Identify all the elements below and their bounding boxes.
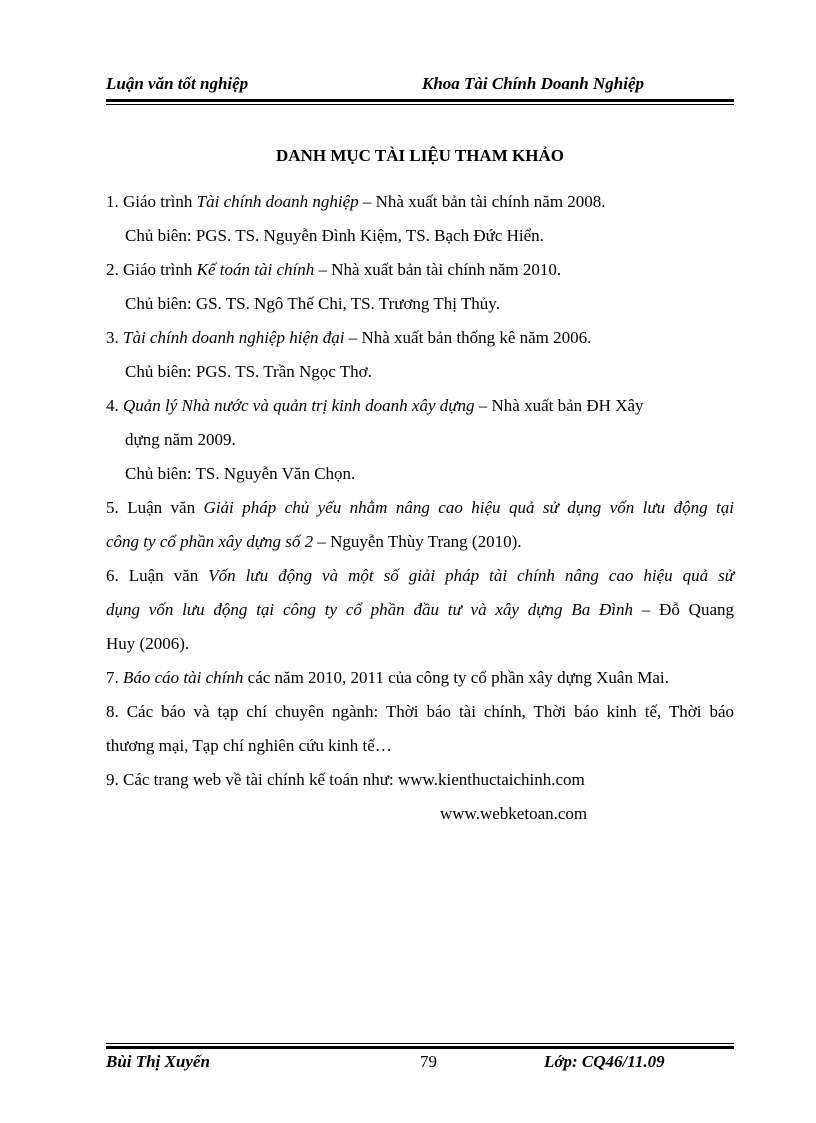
footer-author: Bùi Thị Xuyến xyxy=(106,1052,210,1071)
reference-7: 7. Báo cáo tài chính các năm 2010, 2011 của công ty cổ phần xây dựng Xuân Mai. xyxy=(106,668,669,687)
reference-5-continuation: công ty cổ phần xây dựng số 2 – Nguyễn Thùy Trang (2010). xyxy=(106,532,522,551)
reference-4-editor: Chủ biên: TS. Nguyễn Văn Chọn. xyxy=(125,464,356,483)
header-rule-thick xyxy=(106,99,734,102)
page-title: DANH MỤC TÀI LIỆU THAM KHẢO xyxy=(276,146,564,165)
footer-class: Lớp: CQ46/11.09 xyxy=(544,1052,665,1071)
reference-4-continuation: dựng năm 2009. xyxy=(125,430,236,449)
page-footer xyxy=(106,1052,734,1076)
reference-3-editor: Chủ biên: PGS. TS. Trần Ngọc Thơ. xyxy=(125,362,372,381)
reference-1: 1. Giáo trình Tài chính doanh nghiệp – Nhà xuất bản tài chính năm 2008. xyxy=(106,192,606,211)
reference-2: 2. Giáo trình Kế toán tài chính – Nhà xuất bản tài chính năm 2010. xyxy=(106,260,562,279)
page-header xyxy=(106,74,734,98)
footer-rule-thick xyxy=(106,1046,734,1049)
reference-9: 9. Các trang web về tài chính kế toán như: www.kienthuctaichinh.com xyxy=(106,770,585,789)
header-rule-thin xyxy=(106,104,734,105)
reference-6-continuation: dụng vốn lưu động tại công ty cổ phần đầu tư và xây dựng Ba Đình – Đỗ Quang xyxy=(106,600,734,619)
reference-8: 8. Các báo và tạp chí chuyên ngành: Thời báo tài chính, Thời báo kinh tế, Thời báo xyxy=(106,702,734,721)
header-faculty-label: Khoa Tài Chính Doanh Nghiệp xyxy=(422,74,645,93)
reference-6-continuation-2: Huy (2006). xyxy=(106,634,190,653)
header-thesis-label: Luận văn tốt nghiệp xyxy=(106,74,249,93)
reference-5: 5. Luận văn Giải pháp chủ yếu nhằm nâng cao hiệu quả sử dụng vốn lưu động tại xyxy=(106,498,734,517)
reference-list xyxy=(106,188,734,834)
reference-1-editor: Chủ biên: PGS. TS. Nguyễn Đình Kiệm, TS. Bạch Đức Hiển. xyxy=(125,226,544,245)
reference-3: 3. Tài chính doanh nghiệp hiện đại – Nhà xuất bản thống kê năm 2006. xyxy=(106,328,592,347)
reference-9-website: www.webketoan.com xyxy=(440,804,588,823)
reference-8-continuation: thương mại, Tạp chí nghiên cứu kinh tế… xyxy=(106,736,392,755)
page-number: 79 xyxy=(420,1052,437,1071)
reference-2-editor: Chủ biên: GS. TS. Ngô Thế Chi, TS. Trương Thị Thủy. xyxy=(125,294,500,313)
reference-6: 6. Luận văn Vốn lưu động và một số giải pháp tài chính nâng cao hiệu quả sử xyxy=(106,566,734,585)
footer-rule-thin xyxy=(106,1043,734,1044)
reference-4: 4. Quản lý Nhà nước và quản trị kinh doanh xây dựng – Nhà xuất bản ĐH Xây xyxy=(106,396,644,415)
